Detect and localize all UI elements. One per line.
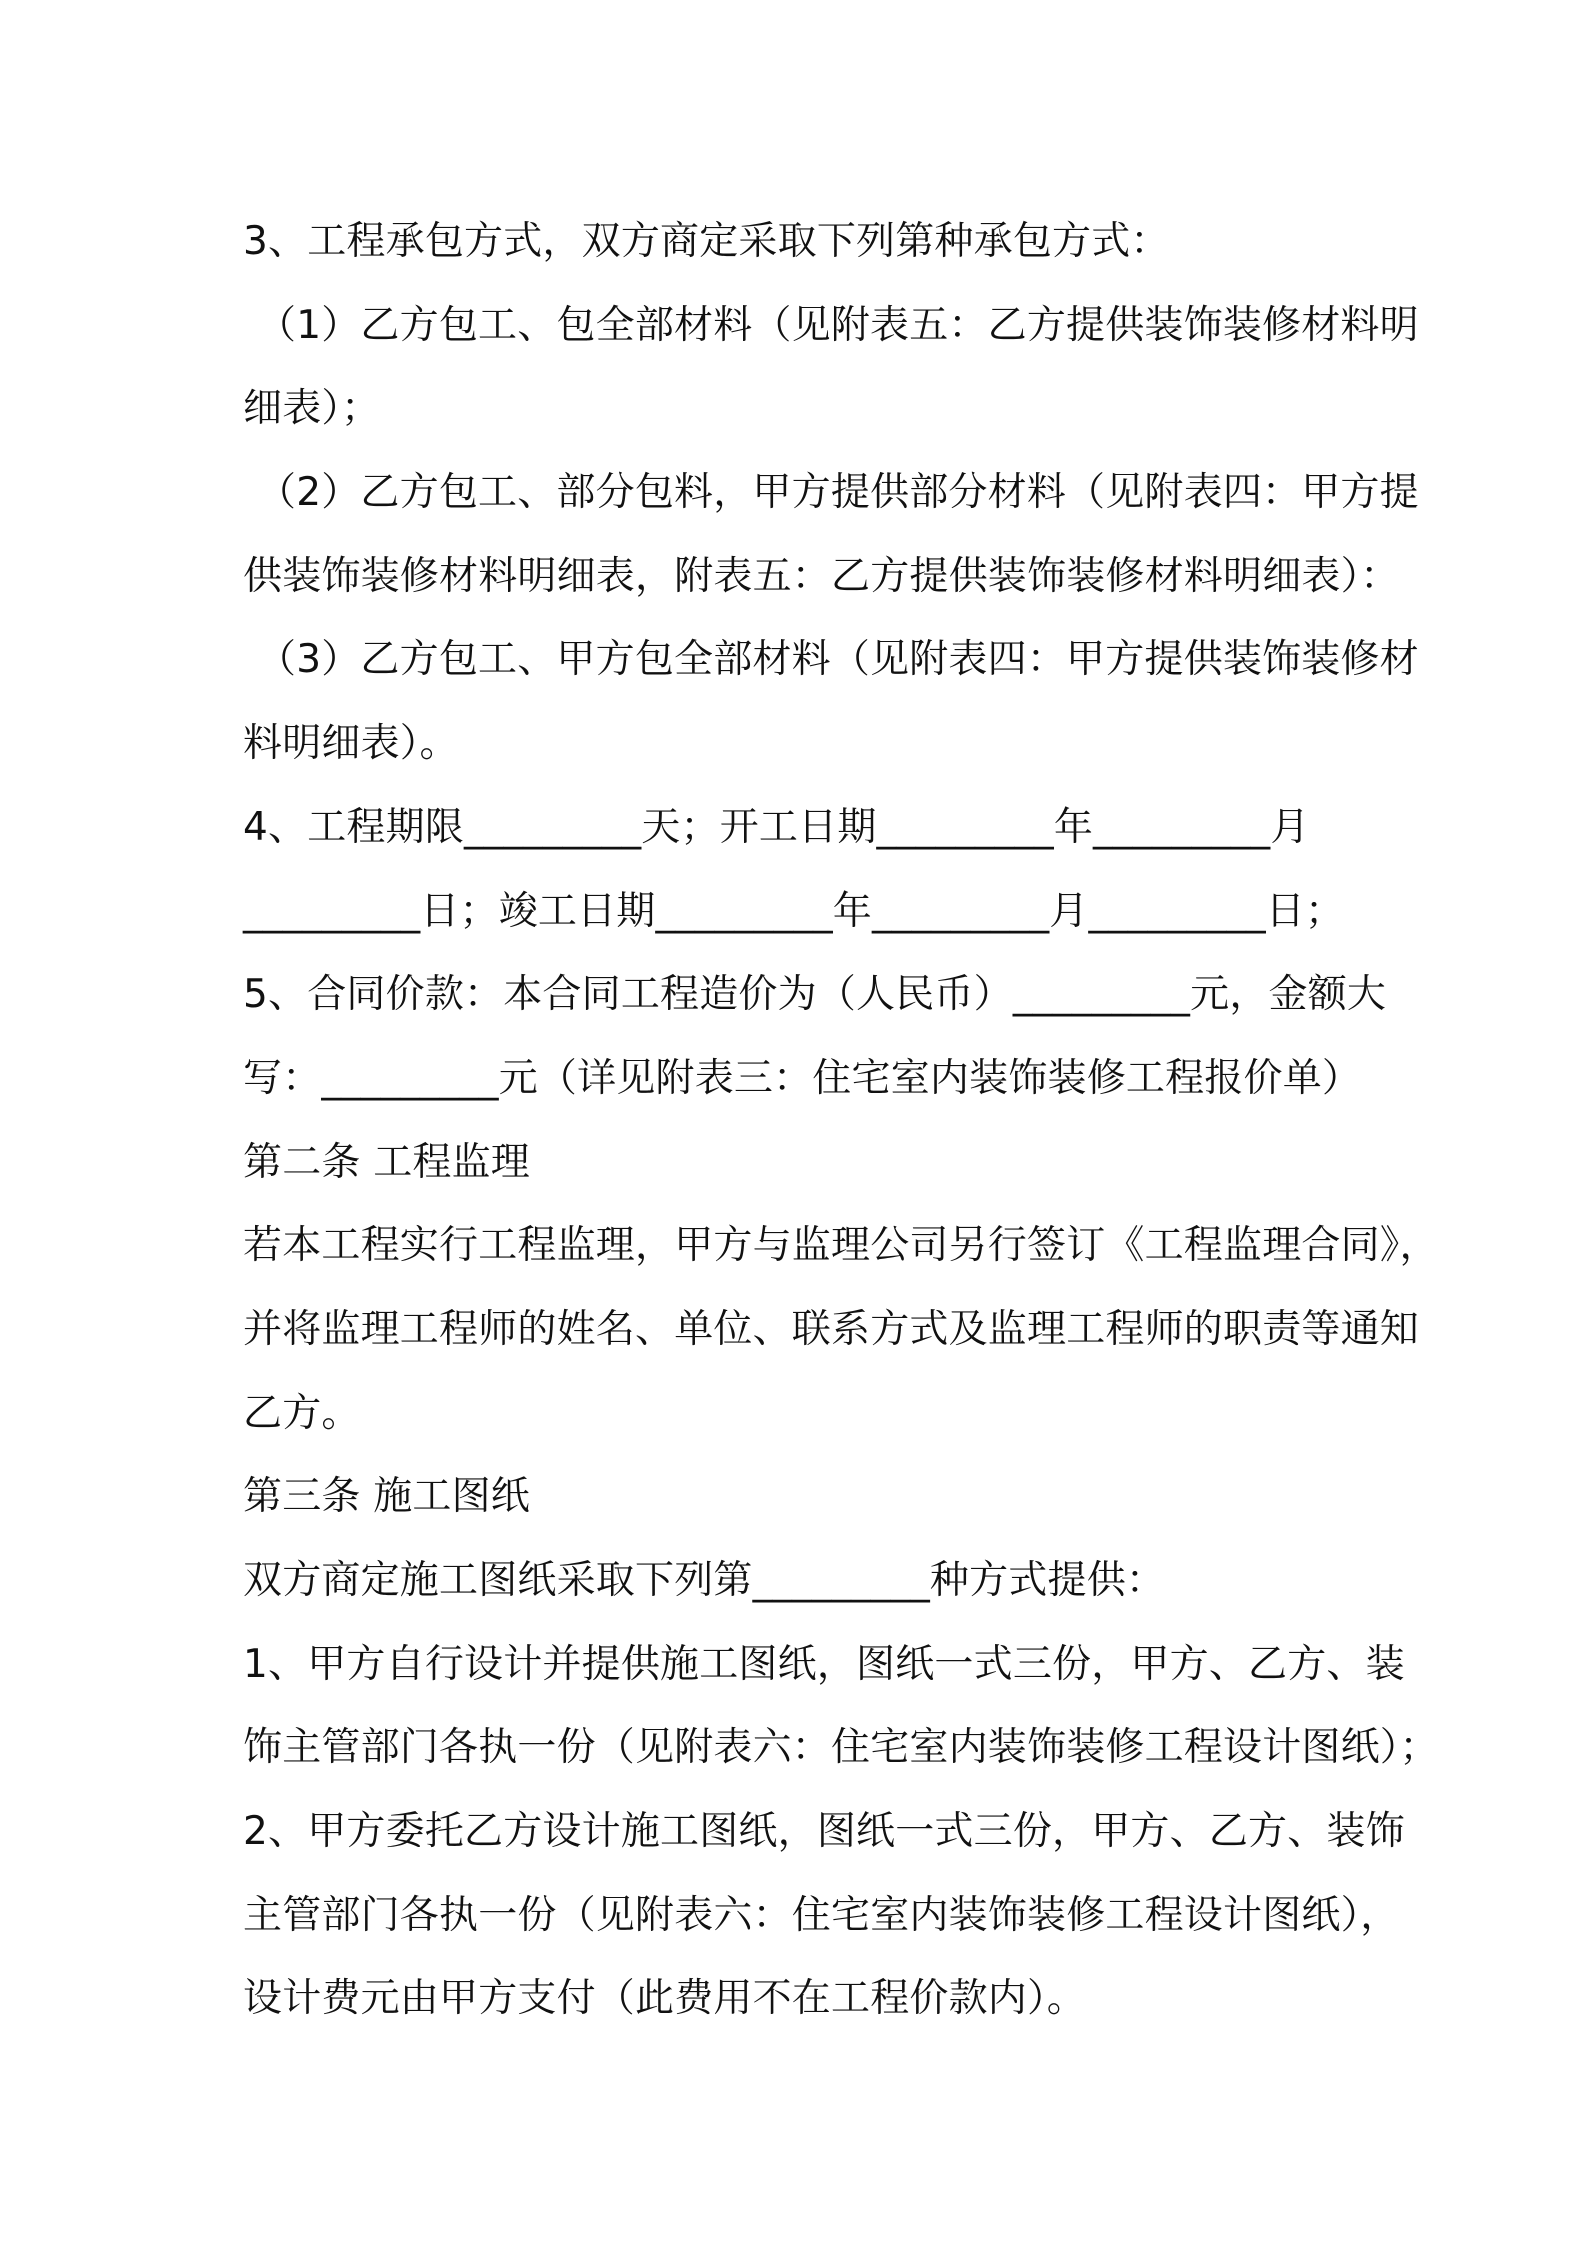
clause-4-period-line-2: _________日；竣工日期_________年_________月_________日； (243, 888, 1345, 934)
option-1-line-1: （1）乙方包工、包全部材料（见附表五：乙方提供装饰装修材料明 (257, 302, 1419, 348)
drawing-method-2-line-2: 主管部门各执一份（见附表六：住宅室内装饰装修工程设计图纸）， (243, 1892, 1400, 1938)
option-2-line-2: 供装饰装修材料明细表，附表五：乙方提供装饰装修材料明细表）： (243, 553, 1400, 599)
option-1-line-2: 细表）； (243, 386, 381, 432)
clause-5-price-line-1: 5、合同价款：本合同工程造价为（人民币）_________元，金额大 (243, 972, 1387, 1018)
contract-text-body (243, 200, 1439, 2041)
article-2-heading: 第二条 工程监理 (243, 1139, 530, 1185)
article-3-intro: 双方商定施工图纸采取下列第_________种方式提供： (243, 1558, 1166, 1603)
clause-4-period-line-1: 4、工程期限_________天；开工日期_________年_________月 (243, 804, 1310, 850)
article-2-text-line-1: 若本工程实行工程监理，甲方与监理公司另行签订《工程监理合同》， (243, 1223, 1439, 1269)
article-2-text-line-3: 乙方。 (243, 1390, 361, 1436)
clause-5-price-line-2: 写：_________元（详见附表三：住宅室内装饰装修工程报价单） (243, 1055, 1362, 1101)
article-3-heading: 第三条 施工图纸 (243, 1474, 530, 1520)
option-2-line-1: （2）乙方包工、部分包料，甲方提供部分材料（见附表四：甲方提 (257, 470, 1419, 516)
drawing-method-1-line-1: 1、甲方自行设计并提供施工图纸，图纸一式三份，甲方、乙方、装 (243, 1641, 1405, 1687)
option-3-line-1: （3）乙方包工、甲方包全部材料（见附表四：甲方提供装饰装修材 (257, 637, 1419, 683)
option-3-line-2: 料明细表）。 (243, 721, 459, 767)
drawing-method-2-line-1: 2、甲方委托乙方设计施工图纸，图纸一式三份，甲方、乙方、装饰 (243, 1809, 1405, 1855)
drawing-method-2-line-3: 设计费元由甲方支付（此费用不在工程价款内）。 (243, 1976, 1086, 2022)
drawing-method-1-line-2: 饰主管部门各执一份（见附表六：住宅室内装饰装修工程设计图纸）； (243, 1725, 1439, 1771)
article-2-text-line-2: 并将监理工程师的姓名、单位、联系方式及监理工程师的职责等通知 (243, 1306, 1420, 1352)
clause-3-contract-method: 3、工程承包方式，双方商定采取下列第种承包方式： (243, 219, 1170, 264)
